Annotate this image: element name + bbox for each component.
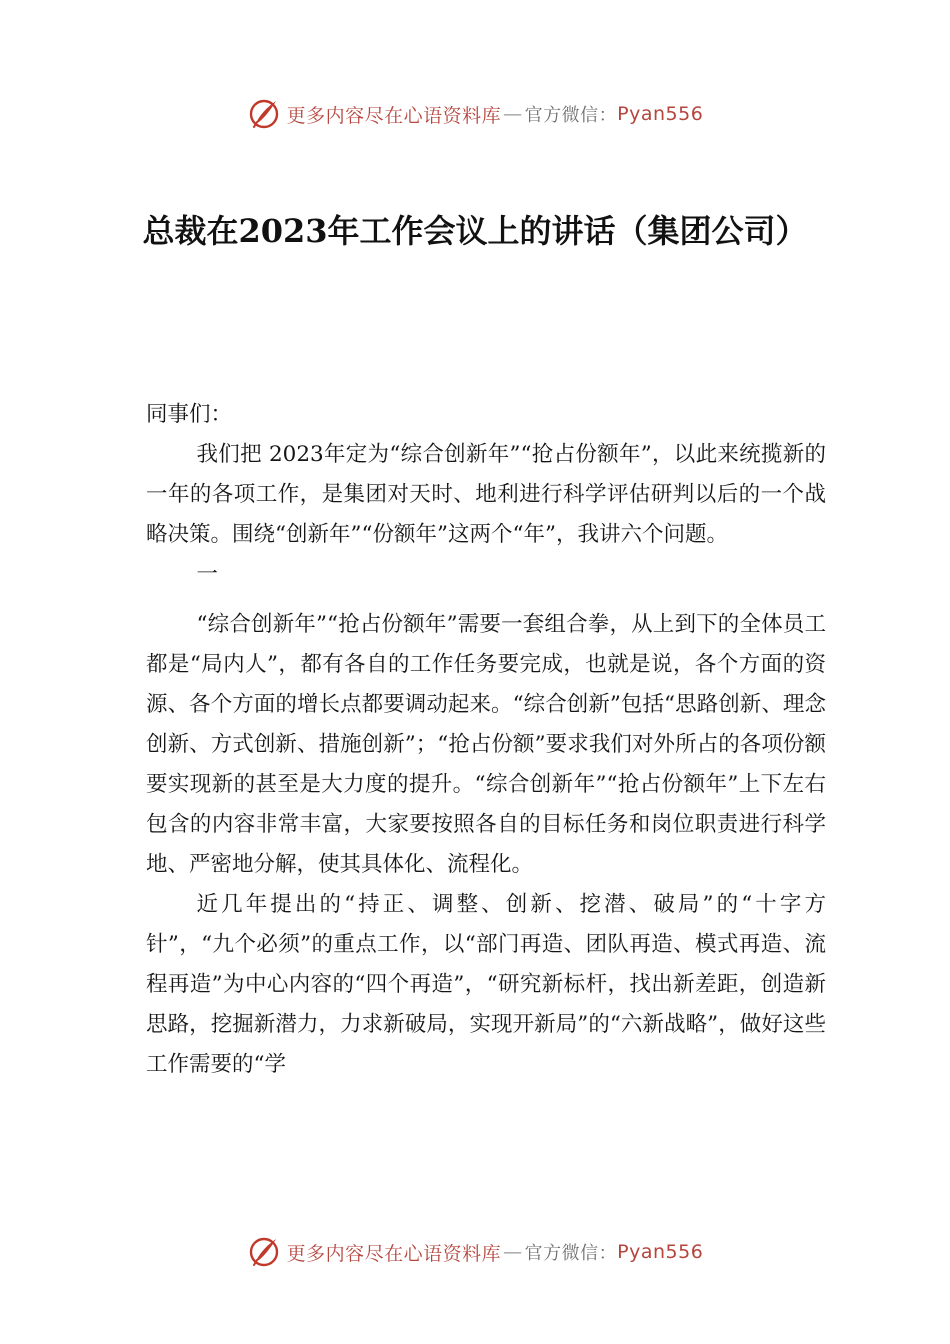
wechat-label: 官方微信： bbox=[524, 105, 618, 126]
banner-separator: — bbox=[503, 1241, 523, 1263]
banner-text: 更多内容尽在心语资料库 bbox=[286, 104, 502, 127]
header-watermark bbox=[0, 94, 950, 134]
quill-logo-icon bbox=[247, 1235, 281, 1269]
wechat-id: Pyan556 bbox=[617, 1241, 704, 1263]
salutation: 同事们： bbox=[146, 402, 233, 427]
paragraph-2: “综合创新年”“抢占份额年”需要一套组合拳，从上到下的全体员工都是“局内人”，都有各自的工作任务要完成，也就是说，各个方面的资源、各个方面的增长点都要调动起来。“综合创新”包括“思路创新、理念创新、方式创新、措施创新”；“抢占份额”要求我们对外所占的各项份额要实现新的甚至是大力度的提升。“综合创新年”“抢占份额年”上下左右包含的内容非常丰富，大家要按照各自的目标任务和岗位职责进行科学地、严密地分解，使其具体化、流程化。 bbox=[146, 612, 826, 877]
quill-logo-icon bbox=[247, 97, 281, 131]
section-number: 一 bbox=[196, 562, 219, 587]
paragraph-3: 近几年提出的“持正、调整、创新、挖潜、破局”的“十字方针”，“九个必须”的重点工作，以“部门再造、团队再造、模式再造、流程再造”为中心内容的“四个再造”，“研究新标杆，找出新差距，创造新思路，挖掘新潜力，力求新破局，实现开新局”的“六新战略”，做好这些工作需要的“学 bbox=[146, 892, 826, 1077]
banner-separator: — bbox=[503, 103, 523, 125]
wechat-id: Pyan556 bbox=[617, 103, 704, 125]
paragraph-1: 我们把 2023年定为“综合创新年”“抢占份额年”，以此来统揽新的一年的各项工作，是集团对天时、地利进行科学评估研判以后的一个战略决策。围绕“创新年”“份额年”这两个“年”，我讲六个问题。 bbox=[146, 442, 826, 547]
document-title: 总裁在2023年工作会议上的讲话（集团公司） bbox=[142, 212, 808, 250]
document-body bbox=[146, 395, 826, 1085]
wechat-label: 官方微信： bbox=[524, 1243, 618, 1264]
footer-watermark bbox=[0, 1232, 950, 1272]
banner-text: 更多内容尽在心语资料库 bbox=[286, 1242, 502, 1265]
